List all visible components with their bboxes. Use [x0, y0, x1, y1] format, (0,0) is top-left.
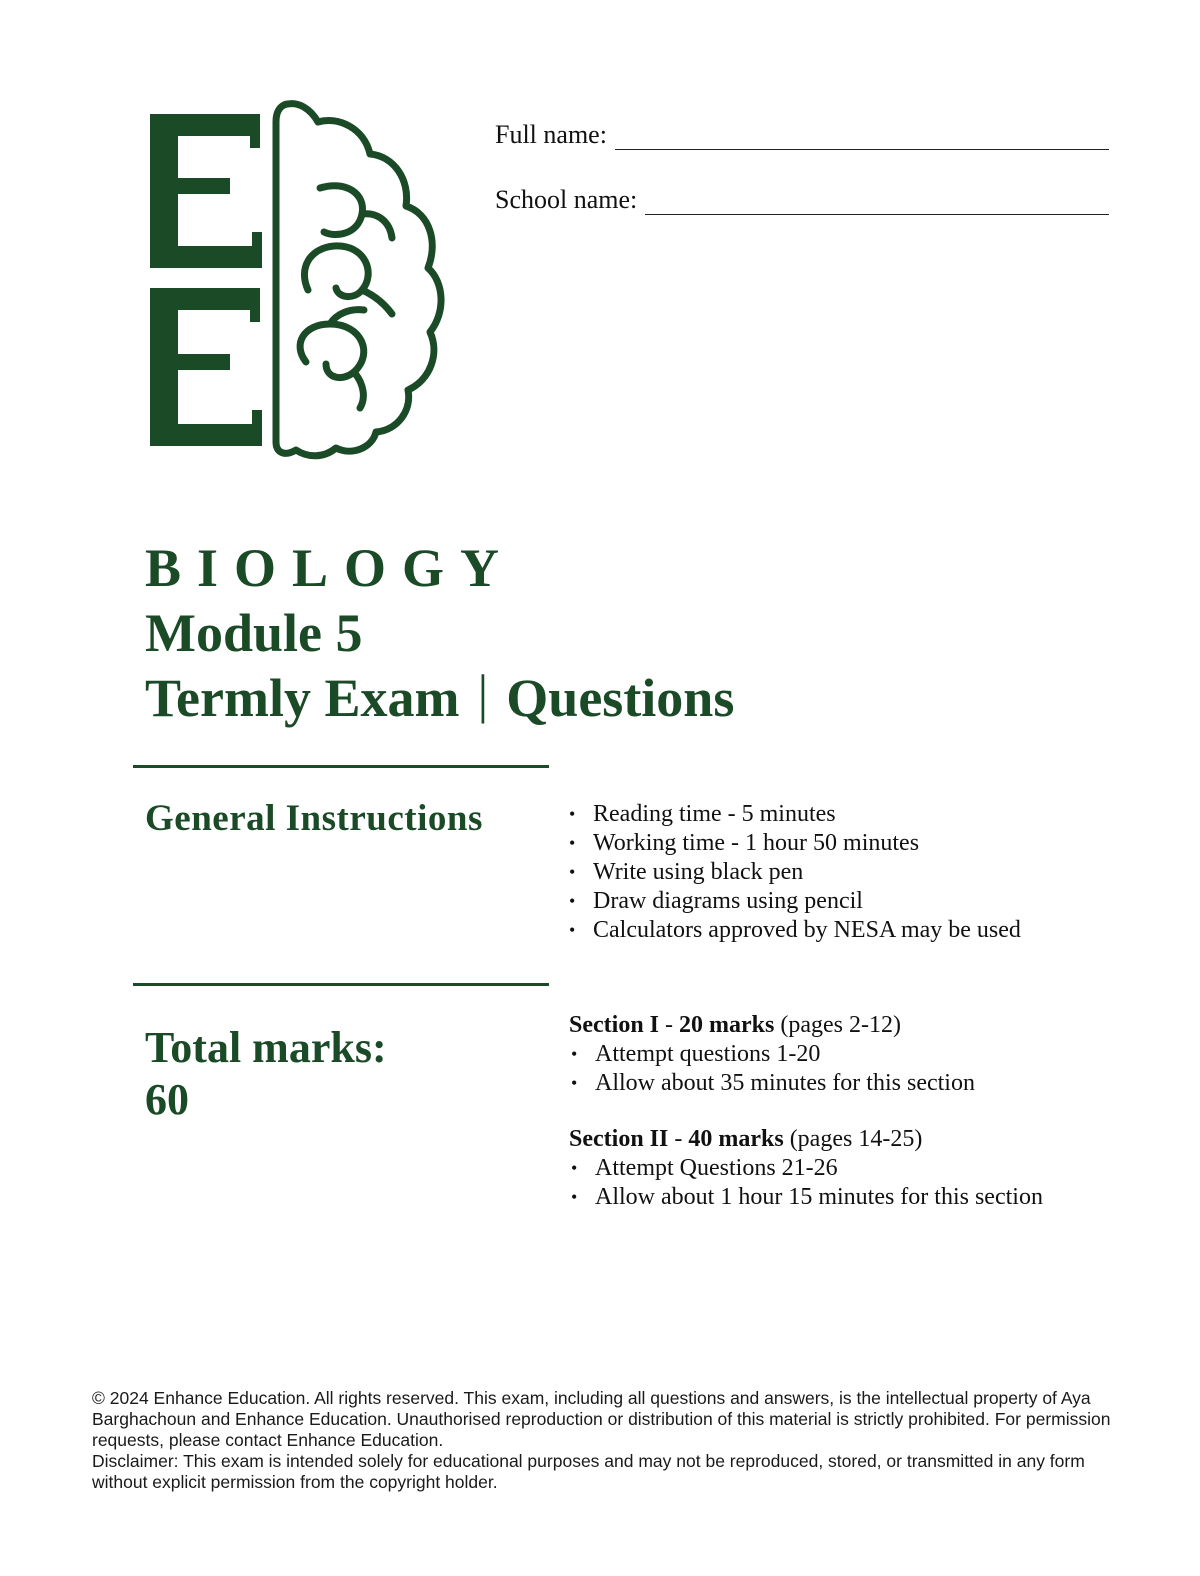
total-marks-value: 60: [145, 1075, 189, 1124]
title-separator: |: [477, 664, 489, 724]
section-1-name: Section I: [569, 1012, 659, 1038]
section-2-block: [569, 1125, 1043, 1212]
divider-rule: [133, 983, 549, 986]
section-2-name: Section II: [569, 1126, 669, 1152]
section-1-pages: (pages 2-12): [774, 1012, 901, 1038]
divider-rule: [133, 765, 549, 768]
list-item: • Draw diagrams using pencil: [567, 887, 1021, 916]
full-name-label: Full name:: [495, 120, 607, 149]
section-2-marks: 40 marks: [688, 1126, 784, 1152]
list-item: • Working time - 1 hour 50 minutes: [567, 829, 1021, 858]
section-2-list: [569, 1154, 1043, 1212]
subject-title: BIOLOGY: [145, 538, 516, 598]
section-1-dash: -: [659, 1012, 679, 1038]
copyright-notice: © 2024 Enhance Education. All rights reserved. This exam, including all questions and answers, is the intellectual property of Aya Barghachoun and Enhance Education. Unauthorised reproduction or distribution of this material is strictly prohibited. For permission requests, please contact Enhance Education.: [92, 1388, 1111, 1450]
list-item: • Reading time - 5 minutes: [567, 800, 1021, 829]
section-1-title: [569, 1011, 975, 1040]
title-block: [145, 535, 734, 731]
section-1-marks: 20 marks: [679, 1012, 775, 1038]
list-item: • Calculators approved by NESA may be used: [567, 916, 1021, 945]
full-name-input-line[interactable]: [615, 127, 1109, 150]
school-name-field[interactable]: [495, 185, 1109, 215]
list-item: • Write using black pen: [567, 858, 1021, 887]
disclaimer-notice: Disclaimer: This exam is intended solely for educational purposes and may not be reproduced, stored, or transmitted in any form without explicit permission from the copyright holder.: [92, 1451, 1085, 1492]
list-item: • Allow about 35 minutes for this section: [569, 1069, 975, 1098]
school-name-input-line[interactable]: [645, 192, 1109, 215]
section-1-block: [569, 1011, 975, 1098]
general-instructions-list: [567, 800, 1021, 945]
section-2-dash: -: [668, 1126, 689, 1152]
total-marks: [145, 1022, 387, 1126]
school-name-label: School name:: [495, 185, 638, 214]
section-2-pages: (pages 14-25): [783, 1126, 923, 1152]
general-instructions-heading: General Instructions: [145, 798, 483, 839]
module-title: Module 5: [145, 603, 363, 663]
section-1-list: [569, 1040, 975, 1098]
exam-title: [145, 665, 734, 731]
exam-kind: Questions: [506, 668, 735, 728]
list-item: • Attempt Questions 21-26: [569, 1154, 1043, 1183]
section-2-title: [569, 1125, 1043, 1154]
exam-name: Termly Exam: [145, 668, 460, 728]
list-item: • Allow about 1 hour 15 minutes for this section: [569, 1183, 1043, 1212]
full-name-field[interactable]: [495, 120, 1109, 150]
footer: [92, 1388, 1122, 1493]
total-marks-label: Total marks:: [145, 1023, 387, 1072]
list-item: • Attempt questions 1-20: [569, 1040, 975, 1069]
ee-brain-logo-icon: [140, 92, 450, 462]
